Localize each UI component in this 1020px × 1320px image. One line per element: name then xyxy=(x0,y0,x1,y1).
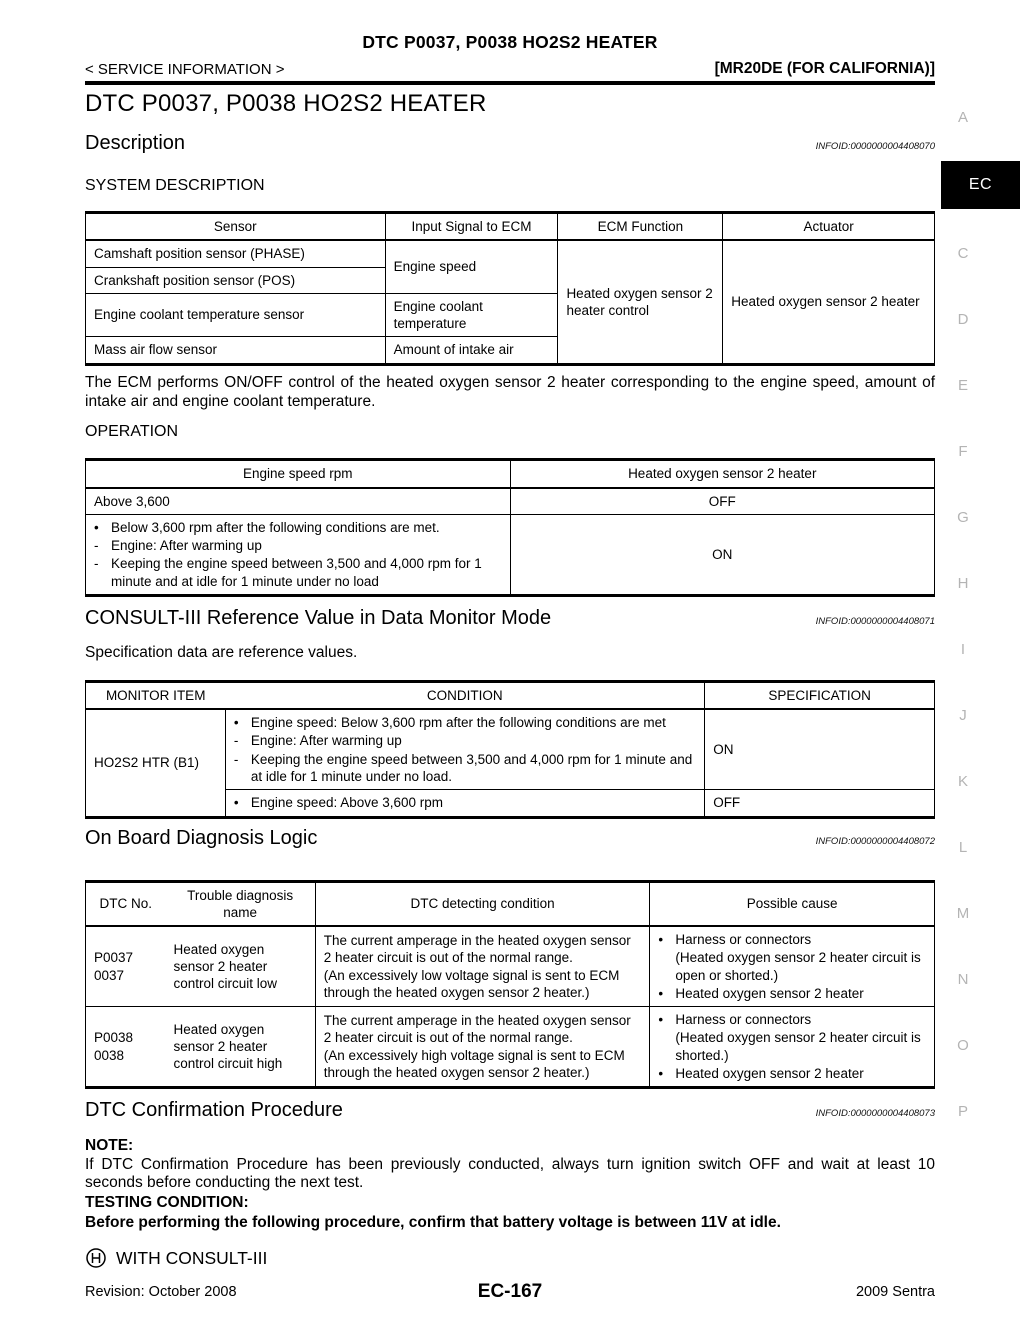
bullet-marker: • xyxy=(94,519,99,535)
dtc-number-cell xyxy=(86,1007,166,1088)
condition-line: The current amperage in the heated oxygen sensor 2 heater circuit is out of the normal range. xyxy=(323,1013,631,1046)
condition-line: The current amperage in the heated oxygen sensor 2 heater circuit is out of the normal range. xyxy=(323,933,631,966)
table-cell: Engine speed xyxy=(385,240,558,293)
bullet-line xyxy=(234,714,696,731)
margin-letter-i: I xyxy=(960,641,966,658)
consult-tester-icon xyxy=(85,1247,107,1269)
running-header-title: DTC P0037, P0038 HO2S2 HEATER xyxy=(362,32,658,52)
bullet-text: Heated oxygen sensor 2 heater xyxy=(675,1065,864,1081)
bullet-text: (Heated oxygen sensor 2 heater circuit is shorted.) xyxy=(675,1030,921,1063)
dtc-code: P0038 xyxy=(94,1030,134,1046)
system-description-heading: SYSTEM DESCRIPTION xyxy=(85,177,265,194)
condition-line: (An excessively low voltage signal is sent to ECM through the heated oxygen sensor 2 heater.) xyxy=(323,967,620,1000)
margin-letter-g: G xyxy=(957,509,969,526)
diagnosis-table-header-row xyxy=(86,881,935,926)
margin-letter-o: O xyxy=(957,1037,969,1054)
infoid-confirmation: INFOID:0000000004408073 xyxy=(815,1108,935,1120)
dtc-code: 0038 xyxy=(94,1047,125,1063)
bullet-text: Engine speed: Below 3,600 rpm after the following conditions are met xyxy=(250,715,666,731)
table-row xyxy=(86,488,935,515)
obd-heading: On Board Diagnosis Logic xyxy=(85,826,318,849)
consult-heading: CONSULT-III Reference Value in Data Monitor Mode xyxy=(85,607,552,629)
table-cell: Camshaft position sensor (PHASE) xyxy=(86,240,386,267)
table-row xyxy=(86,926,935,1007)
ec-section-tab: EC xyxy=(941,161,1020,209)
running-header-row xyxy=(85,60,935,78)
bullet-marker: • xyxy=(658,985,664,1001)
operation-header-speed: Engine speed rpm xyxy=(86,460,511,488)
margin-letter-k: K xyxy=(957,773,968,790)
bullet-line xyxy=(94,555,502,590)
note-text: If DTC Confirmation Procedure has been previously conducted, always turn ignition switch OFF and wait at least 10 seconds before conducting the next test. xyxy=(85,1155,935,1192)
revision-label: Revision: October 2008 xyxy=(85,1284,237,1300)
bullet-marker: • xyxy=(658,1065,664,1081)
table-cell: Amount of intake air xyxy=(385,337,558,364)
bullet-text: Engine speed: Above 3,600 rpm xyxy=(250,795,444,811)
bullet-marker: - xyxy=(233,733,239,749)
with-consult-line xyxy=(85,1247,935,1269)
page-number: EC-167 xyxy=(477,1281,543,1302)
detecting-condition-cell xyxy=(315,926,650,1007)
bullet-line xyxy=(658,1029,926,1064)
infoid-description: INFOID:0000000004408070 xyxy=(815,141,935,152)
bullet-marker: • xyxy=(658,932,664,948)
bullet-text: (Heated oxygen sensor 2 heater circuit is open or shorted.) xyxy=(675,950,921,983)
bullet-line xyxy=(234,732,696,749)
bullet-marker: • xyxy=(233,795,239,811)
margin-letter-f: F xyxy=(958,443,968,460)
obd-heading-row xyxy=(85,827,935,850)
with-consult-label: WITH CONSULT-III xyxy=(116,1247,268,1268)
bullet-text: Heated oxygen sensor 2 heater xyxy=(675,985,864,1001)
margin-letter-h: H xyxy=(957,575,969,592)
specification-cell: ON xyxy=(705,709,935,790)
bullet-marker: - xyxy=(233,751,239,767)
bullet-line xyxy=(234,794,696,811)
margin-letter-l: L xyxy=(958,839,968,856)
sensor-table-header-row xyxy=(86,213,935,241)
margin-letter-d: D xyxy=(957,311,969,328)
table-cell: Heated oxygen sensor 2 heater xyxy=(723,240,935,364)
table-cell xyxy=(86,514,511,595)
table-cell: Crankshaft position sensor (POS) xyxy=(86,267,386,293)
possible-cause-cell xyxy=(650,926,935,1007)
bullet-marker: - xyxy=(94,556,99,572)
bullet-text: Engine: After warming up xyxy=(250,733,402,749)
diagnosis-header-dtc-no: DTC No. xyxy=(86,881,166,926)
description-heading-row xyxy=(85,132,935,155)
operation-table xyxy=(85,458,935,597)
ecm-control-paragraph: The ECM performs ON/OFF control of the heated oxygen sensor 2 heater corresponding to the engine speed, amount of intake air and engine coolant temperature. xyxy=(85,373,935,410)
margin-letter-n: N xyxy=(957,971,969,988)
bullet-marker: • xyxy=(233,715,239,731)
margin-letter-c: C xyxy=(957,245,969,262)
table-cell: OFF xyxy=(510,488,934,515)
description-heading: Description xyxy=(85,132,186,154)
bullet-text: Engine: After warming up xyxy=(111,538,262,554)
bullet-line xyxy=(658,949,926,984)
margin-letter-j: J xyxy=(959,707,967,724)
bullet-text: Below 3,600 rpm after the following conditions are met. xyxy=(111,519,440,535)
bullet-line xyxy=(658,1011,926,1028)
bullet-text: Harness or connectors xyxy=(675,932,812,948)
dtc-number-cell xyxy=(86,926,166,1007)
testing-condition-label: TESTING CONDITION: xyxy=(85,1194,249,1212)
bullet-line xyxy=(658,931,926,948)
consult-header-monitor-item: MONITOR ITEM xyxy=(86,681,226,709)
margin-letter-m: M xyxy=(956,905,970,922)
margin-letter-e: E xyxy=(957,377,968,394)
sensor-table-header-sensor: Sensor xyxy=(86,213,386,241)
bullet-line xyxy=(658,985,926,1002)
table-row xyxy=(86,1007,935,1088)
trouble-name-cell: Heated oxygen sensor 2 heater control circuit high xyxy=(165,1007,315,1088)
testing-condition-text: Before performing the following procedure, confirm that battery voltage is between 11V at idle. xyxy=(85,1213,781,1231)
dtc-code: P0037 xyxy=(94,950,134,966)
bullet-text: Keeping the engine speed between 3,500 and 4,000 rpm for 1 minute and at idle for 1 minute under no load. xyxy=(250,751,693,784)
consult-heading-row xyxy=(85,607,935,630)
monitor-item-cell: HO2S2 HTR (B1) xyxy=(86,709,226,817)
bullet-marker: • xyxy=(658,1012,664,1028)
model-label: 2009 Sentra xyxy=(855,1284,935,1300)
infoid-obd: INFOID:0000000004408072 xyxy=(815,835,935,847)
specification-note: Specification data are reference values. xyxy=(85,644,358,661)
confirmation-heading-row xyxy=(85,1099,935,1122)
table-cell: Engine coolant temperature xyxy=(385,293,558,337)
table-row xyxy=(86,709,935,790)
bullet-line xyxy=(658,1065,926,1082)
engine-variant-label: [MR20DE (FOR CALIFORNIA)] xyxy=(714,60,935,77)
sensor-table-header-function: ECM Function xyxy=(558,213,723,241)
sensor-table-header-input: Input Signal to ECM xyxy=(385,213,558,241)
table-cell: Above 3,600 xyxy=(86,488,511,515)
detecting-condition-cell xyxy=(315,1007,650,1088)
operation-header-heater: Heated oxygen sensor 2 heater xyxy=(510,460,934,488)
confirmation-heading: DTC Confirmation Procedure xyxy=(85,1099,343,1122)
bullet-text: Keeping the engine speed between 3,500 and 4,000 rpm for 1 minute and at idle for 1 minute under no load xyxy=(111,556,482,589)
margin-letter-a: A xyxy=(957,109,968,126)
operation-heading: OPERATION xyxy=(85,423,179,441)
diagnosis-header-name: Trouble diagnosis name xyxy=(165,881,315,926)
table-cell xyxy=(225,709,704,790)
operation-table-header-row xyxy=(86,460,935,488)
dtc-code: 0037 xyxy=(94,967,125,983)
table-cell: Heated oxygen sensor 2 heater control xyxy=(558,240,723,364)
header-rule xyxy=(85,81,935,85)
table-cell: Engine coolant temperature sensor xyxy=(86,293,386,337)
diagnosis-header-cause: Possible cause xyxy=(650,881,935,926)
specification-cell: OFF xyxy=(705,790,935,817)
table-cell: ON xyxy=(510,514,934,595)
margin-letter-p: P xyxy=(957,1103,968,1120)
consult-table-header-row xyxy=(86,681,935,709)
service-information-label: < SERVICE INFORMATION > xyxy=(85,61,285,78)
condition-line: (An excessively high voltage signal is sent to ECM through the heated oxygen sensor 2 heater.) xyxy=(323,1047,625,1080)
bullet-text: Harness or connectors xyxy=(675,1012,812,1028)
table-row xyxy=(86,514,935,595)
note-label: NOTE: xyxy=(85,1137,134,1155)
table-cell xyxy=(225,790,704,817)
page-title: DTC P0037, P0038 HO2S2 HEATER xyxy=(85,90,487,117)
consult-header-condition: CONDITION xyxy=(225,681,704,709)
bullet-line xyxy=(94,537,502,554)
trouble-name-cell: Heated oxygen sensor 2 heater control circuit low xyxy=(165,926,315,1007)
sensor-table-header-actuator: Actuator xyxy=(723,213,935,241)
diagnosis-logic-table xyxy=(85,880,935,1090)
bullet-marker: - xyxy=(94,538,99,554)
sensor-table xyxy=(85,211,935,366)
bullet-line xyxy=(234,751,696,786)
bullet-line xyxy=(94,519,502,536)
consult-header-specification: SPECIFICATION xyxy=(705,681,935,709)
table-cell: Mass air flow sensor xyxy=(86,337,386,364)
table-row xyxy=(86,240,935,267)
diagnosis-header-condition: DTC detecting condition xyxy=(315,881,650,926)
infoid-consult: INFOID:0000000004408071 xyxy=(815,616,935,627)
possible-cause-cell xyxy=(650,1007,935,1088)
consult-reference-table xyxy=(85,680,935,819)
